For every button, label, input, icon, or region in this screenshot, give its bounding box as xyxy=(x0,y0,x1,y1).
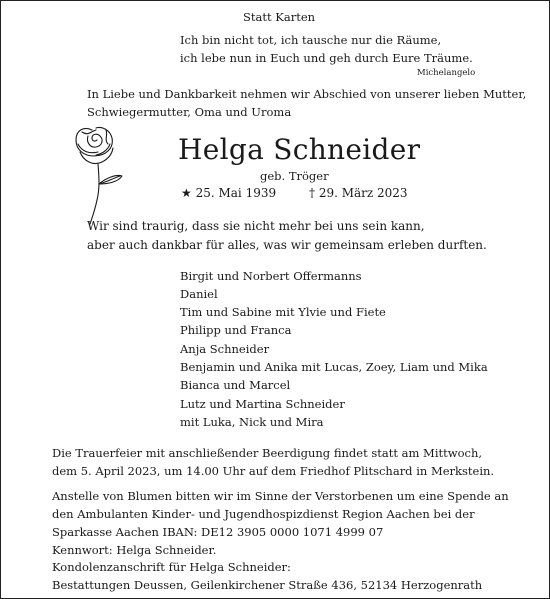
condolence-line: Bestattungen Deussen, Geilenkirchener Straße 436, 52134 Herzogenrath xyxy=(52,578,483,592)
header-statt-karten: Statt Karten xyxy=(243,10,316,24)
intro-text xyxy=(87,85,526,121)
condolence-line: Kondolenzanschrift für Helga Schneider: xyxy=(52,560,291,574)
quote xyxy=(180,31,473,67)
quote-author: Michelangelo xyxy=(417,68,476,78)
deceased-name: Helga Schneider xyxy=(178,133,421,166)
funeral-line: dem 5. April 2023, um 14.00 Uhr auf dem Friedhof Plitschard in Merkstein. xyxy=(52,464,495,478)
message-line: Wir sind traurig, dass sie nicht mehr bei uns sein kann, xyxy=(87,219,425,233)
donation-line: den Ambulanten Kinder- und Jugendhospizdienst Region Aachen bei der xyxy=(52,507,475,521)
quote-line: Ich bin nicht tot, ich tausche nur die Räume, xyxy=(180,33,442,47)
condolence-address xyxy=(52,558,482,594)
birth-name: geb. Tröger xyxy=(260,169,329,183)
intro-line: Schwiegermutter, Oma und Uroma xyxy=(87,105,292,119)
family-group-3 xyxy=(180,395,345,431)
family-line: Lutz und Martina Schneider xyxy=(180,397,345,411)
quote-line: ich lebe nun in Euch und geh durch Eure Träume. xyxy=(180,51,473,65)
donation-line: Kennwort: Helga Schneider. xyxy=(52,543,217,557)
family-line: Anja Schneider xyxy=(180,342,270,356)
funeral-line: Die Trauerfeier mit anschließender Beerdigung findet statt am Mittwoch, xyxy=(52,446,483,460)
rose-icon xyxy=(62,118,142,226)
donation-line: Sparkasse Aachen IBAN: DE12 3905 0000 1071 4999 07 xyxy=(52,525,384,539)
donation-line: Anstelle von Blumen bitten wir im Sinne der Verstorbenen um eine Spende an xyxy=(52,489,509,503)
funeral-info xyxy=(52,444,494,480)
family-line: Daniel xyxy=(180,287,218,301)
family-group-1 xyxy=(180,267,386,339)
intro-line: In Liebe und Dankbarkeit nehmen wir Abschied von unserer lieben Mutter, xyxy=(87,87,527,101)
family-line: Philipp und Franca xyxy=(180,323,292,337)
family-line: Birgit und Norbert Offermanns xyxy=(180,269,362,283)
message-line: aber auch dankbar für alles, was wir gemeinsam erleben durften. xyxy=(87,238,487,252)
family-line: Tim und Sabine mit Ylvie und Fiete xyxy=(180,305,386,319)
family-group-2 xyxy=(180,340,488,394)
message-text xyxy=(87,217,487,255)
birth-date: ★ 25. Mai 1939 xyxy=(181,186,277,200)
family-line: mit Luka, Nick und Mira xyxy=(180,415,324,429)
family-line: Bianca und Marcel xyxy=(180,378,291,392)
family-line: Benjamin und Anika mit Lucas, Zoey, Liam und Mika xyxy=(180,360,488,374)
death-date: † 29. März 2023 xyxy=(309,186,408,200)
donation-info xyxy=(52,487,509,559)
